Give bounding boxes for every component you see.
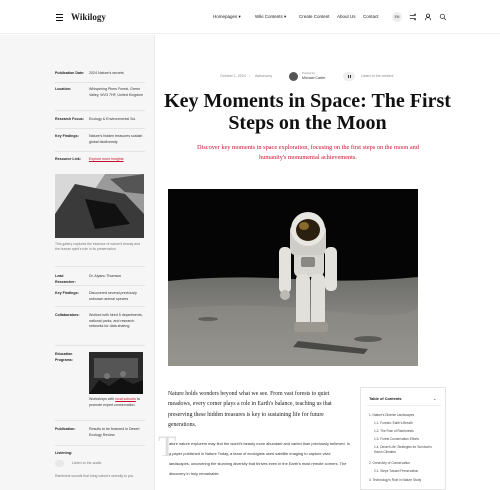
listen-label[interactable]: Listen to the content xyxy=(361,74,394,78)
resource-link[interactable]: Explore more insights xyxy=(89,157,124,161)
divider xyxy=(55,345,145,346)
shuffle-icon[interactable] xyxy=(409,13,417,21)
local-schools-link[interactable]: local schools xyxy=(115,397,136,401)
divider xyxy=(55,445,145,446)
listening-caption: Rainforest sounds that bring nature's serenity to you. xyxy=(55,474,135,478)
toc-item[interactable]: 1.3. Forest Conservation Efforts xyxy=(374,437,419,441)
toc-item[interactable]: 1.1. Forests: Earth's Breath xyxy=(374,421,413,425)
toc-item[interactable]: 2. Great Arty of Conservation xyxy=(369,461,411,465)
gallery-image[interactable] xyxy=(55,174,144,238)
education-caption: Workshops with local schools to promote expert conservation. xyxy=(89,397,140,407)
site-logo[interactable]: Wikilogy xyxy=(71,12,106,22)
menu-icon[interactable] xyxy=(56,14,63,20)
info-sidebar xyxy=(0,35,155,490)
nav-wiki-contents[interactable]: Wiki Contents ▾ xyxy=(255,14,287,19)
user-icon[interactable] xyxy=(424,13,432,21)
listen-button[interactable] xyxy=(343,72,355,81)
author-avatar[interactable] xyxy=(289,72,298,81)
article-date: October 1, 2024 xyxy=(220,74,246,78)
article-body: ature nature explorers may find the world's beauty more abundant and varied than previously believed. In a paper published in Nature Today, a team of ecologists used satellite imaging to capture vivid landscapes, uncovering the stunning diversity that thrives even in the Earth's most remote corners. The discovery in truly remarkable. xyxy=(169,441,350,476)
article-lead: Nature holds wonders beyond what we see. From vast forests to quiet meadows, every corner plays a role in Earth's balance, teaching us that preserving these hidden treasures is key to sustaining life for future generations. xyxy=(168,391,332,428)
meta-separator-icon: • xyxy=(249,74,251,78)
toc-item[interactable]: 3. Technology's Role in Nature Study xyxy=(369,478,422,482)
education-image[interactable] xyxy=(89,352,143,394)
table-of-contents xyxy=(360,387,446,490)
divider xyxy=(55,110,145,111)
divider xyxy=(55,285,145,286)
article-subtitle: Discover key moments in space exploration, focusing on the first steps on the moon and humanity's monumental achievements. xyxy=(197,144,419,161)
nav-about-us[interactable]: About Us xyxy=(337,14,356,19)
search-icon[interactable] xyxy=(439,13,447,21)
article-title: Key Moments in Space: The First Steps on the Moon xyxy=(164,90,451,134)
divider xyxy=(55,82,145,83)
site-header xyxy=(0,0,500,34)
toc-item[interactable]: 1.4. Desert Life: Strategies for Survival in Harsh Climates xyxy=(374,445,432,454)
play-icon[interactable] xyxy=(55,460,64,467)
author-label: Posted by xyxy=(302,71,316,75)
nav-contact[interactable]: Contact xyxy=(363,14,379,19)
divider xyxy=(55,306,145,307)
language-badge[interactable]: EN xyxy=(392,12,402,22)
article-category[interactable]: Astronomy xyxy=(255,74,273,78)
divider xyxy=(367,405,441,406)
toc-item[interactable]: 1. Nature's Diverse Landscapes xyxy=(369,413,415,417)
author-name[interactable]: Michael Carter xyxy=(302,76,326,80)
nav-homepages[interactable]: Homepages ▾ xyxy=(213,14,241,19)
toc-item[interactable]: 2.1. Steps Toward Preservation xyxy=(374,469,419,473)
toc-item[interactable]: 1.2. The Role of Rainforests xyxy=(374,429,414,433)
divider xyxy=(55,266,145,267)
divider xyxy=(55,128,145,129)
toc-title: Table of Contents xyxy=(369,396,402,401)
divider xyxy=(55,420,145,421)
drop-cap: T xyxy=(158,430,177,463)
nav-create-content[interactable]: Create Content xyxy=(299,14,330,19)
divider xyxy=(55,151,145,152)
chevron-down-icon[interactable]: ⌄ xyxy=(433,396,437,401)
gallery-caption: This gallery captures the essence of nature's beauty and the human spirit's role in its preservation. xyxy=(55,242,140,251)
hero-image-moon-astronaut[interactable] xyxy=(168,189,418,366)
